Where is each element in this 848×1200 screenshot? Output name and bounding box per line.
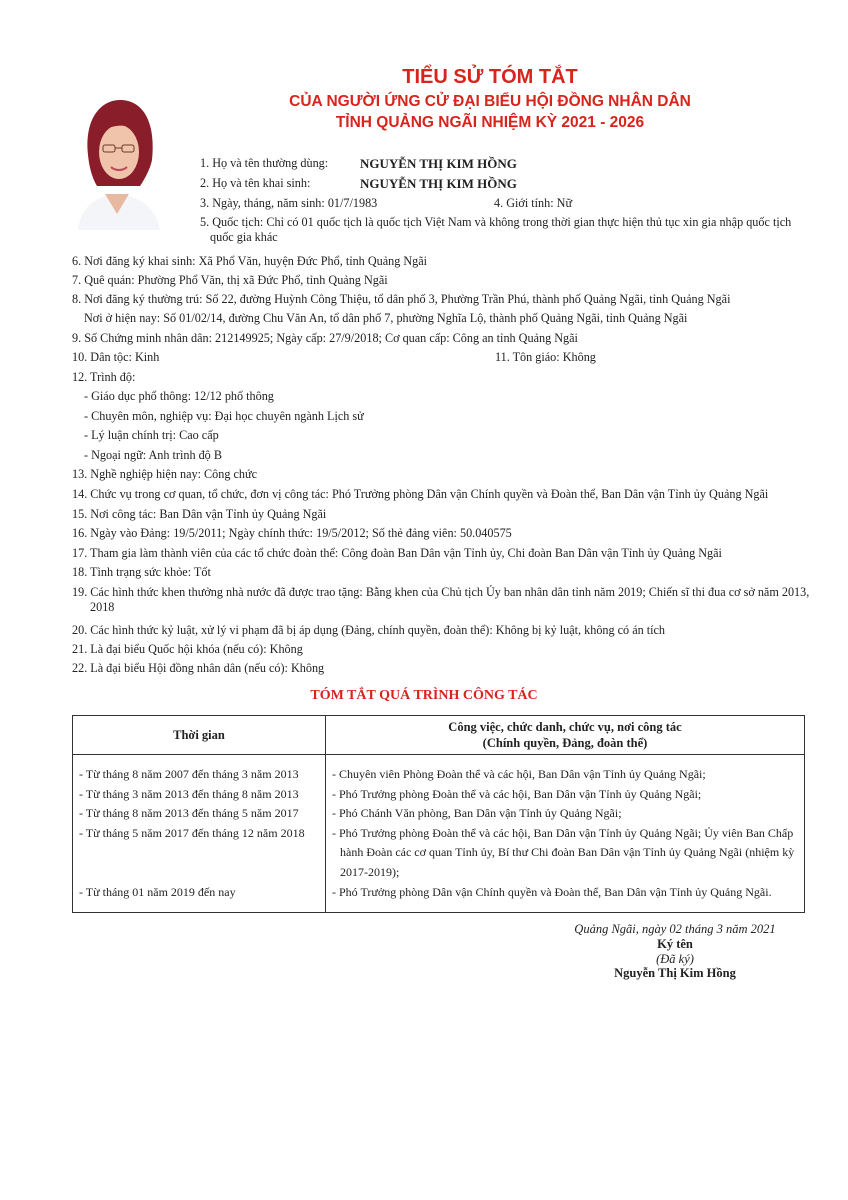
field-awards-text: 19. Các hình thức khen thưởng nhà nước đã được trao tặng: Bằng khen của Chủ tịch Ủy ban nhân dân tỉnh năm 2019; Chiến sĩ thi đua cơ sở năm 2013, 2018 <box>72 585 810 614</box>
field-birth-name-label: 2. Họ và tên khai sinh: <box>200 176 311 190</box>
field-nationality-text: 5. Quốc tịch: Chỉ có 01 quốc tịch là quốc tịch Việt Nam và không trong thời gian thực hiện thủ tục xin gia nhập quốc tịch quốc gia khác <box>200 215 792 244</box>
field-general-education: - Giáo dục phổ thông: 12/12 phổ thông <box>84 389 274 403</box>
field-health: 18. Tình trạng sức khỏe: Tốt <box>72 565 211 579</box>
field-party-membership: 16. Ngày vào Đảng: 19/5/2011; Ngày chính thức: 19/5/2012; Số thẻ đảng viên: 50.040575 <box>72 526 512 540</box>
portrait-photo <box>70 90 165 230</box>
career-job-3: - Phó Chánh Văn phòng, Ban Dân vận Tỉnh ủy Quảng Ngãi; <box>332 806 622 821</box>
field-discipline: 20. Các hình thức kỷ luật, xử lý vi phạm đã bị áp dụng (Đảng, chính quyền, đoàn thể): Không bị kỷ luật, không có án tích <box>72 623 666 637</box>
career-job-1: - Chuyên viên Phòng Đoàn thể và các hội, Ban Dân vận Tỉnh ủy Quảng Ngãi; <box>332 767 706 781</box>
signature-label: Ký tên <box>657 937 693 951</box>
career-table <box>72 715 805 913</box>
career-table-header <box>73 716 805 755</box>
field-permanent-residence: 8. Nơi đăng ký thường trú: Số 22, đường Huỳnh Công Thiệu, tổ dân phố 3, Phường Trần Phú, thành phố Quảng Ngãi, tỉnh Quảng Ngãi <box>72 292 731 306</box>
field-occupation: 13. Nghề nghiệp hiện nay: Công chức <box>72 467 257 481</box>
field-peoples-council: 22. Là đại biểu Hội đồng nhân dân (nếu có): Không <box>72 661 325 675</box>
col-header-time: Thời gian <box>73 716 326 755</box>
field-education-heading: 12. Trình độ: <box>72 370 136 384</box>
field-organizations: 17. Tham gia làm thành viên của các tổ chức đoàn thể: Công đoàn Ban Dân vận Tỉnh ủy, Chi đoàn Ban Dân vận Tỉnh ủy Quảng Ngãi <box>72 546 722 560</box>
career-job-4: - Phó Trưởng phòng Đoàn thể và các hội, Ban Dân vận Tỉnh ủy Quảng Ngãi; Ủy viên Ban Chấp hành Đoàn các cơ quan Tỉnh ủy, Bí thư Chi đoàn Ban Dân vận Tỉnh ủy Quảng Ngãi (nhiệm kỳ 2017-2019); <box>332 825 795 879</box>
career-time-cell <box>73 755 326 913</box>
document-subtitle-1: CỦA NGƯỜI ỨNG CỬ ĐẠI BIỂU HỘI ĐỒNG NHÂN DÂN <box>289 93 691 110</box>
career-time-5: - Từ tháng 01 năm 2019 đến nay <box>79 884 236 899</box>
career-job-2: - Phó Trưởng phòng Đoàn thể và các hội, Ban Dân vận Tỉnh ủy Quảng Ngãi; <box>332 786 702 801</box>
field-common-name-value: NGUYỄN THỊ KIM HỒNG <box>360 156 517 171</box>
field-political-theory: - Lý luận chính trị: Cao cấp <box>84 428 219 442</box>
field-position: 14. Chức vụ trong cơ quan, tổ chức, đơn vị công tác: Phó Trưởng phòng Dân vận Chính quyền và Đoàn thể, Ban Dân vận Tỉnh ủy Quảng Ngãi <box>72 487 769 501</box>
career-time-3: - Từ tháng 8 năm 2013 đến tháng 5 năm 2017 <box>79 806 299 821</box>
field-foreign-language: - Ngoại ngữ: Anh trình độ B <box>84 448 222 462</box>
signature-signed-note: (Đã ký) <box>656 952 694 966</box>
career-time-4: - Từ tháng 5 năm 2017 đến tháng 12 năm 2018 <box>79 825 305 840</box>
field-gender: 4. Giới tính: Nữ <box>494 196 573 210</box>
field-specialty: - Chuyên môn, nghiệp vụ: Đại học chuyên ngành Lịch sử <box>84 409 364 423</box>
field-workplace: 15. Nơi công tác: Ban Dân vận Tỉnh ủy Quảng Ngãi <box>72 507 327 521</box>
field-birth-date: 3. Ngày, tháng, năm sinh: 01/7/1983 <box>200 196 378 210</box>
field-birth-name-value: NGUYỄN THỊ KIM HỒNG <box>360 176 517 191</box>
career-section-title: TÓM TẮT QUÁ TRÌNH CÔNG TÁC <box>310 688 538 703</box>
field-hometown: 7. Quê quán: Phường Phổ Văn, thị xã Đức Phổ, tỉnh Quảng Ngãi <box>72 273 388 287</box>
career-job-5: - Phó Trưởng phòng Dân vận Chính quyền và Đoàn thể, Ban Dân vận Tỉnh ủy Quảng Ngãi. <box>332 884 772 899</box>
col-header-job <box>326 716 805 755</box>
field-common-name-label: 1. Họ và tên thường dùng: <box>200 156 329 170</box>
career-time-2: - Từ tháng 3 năm 2013 đến tháng 8 năm 2013 <box>79 786 299 801</box>
signature-place-date: Quảng Ngãi, ngày 02 tháng 3 năm 2021 <box>574 922 776 936</box>
field-nationality <box>200 215 810 245</box>
col-header-job-line1: Công việc, chức danh, chức vụ, nơi công tác <box>448 720 682 734</box>
career-table-body <box>73 755 805 913</box>
field-awards <box>72 585 810 615</box>
field-religion: 11. Tôn giáo: Không <box>495 350 596 364</box>
career-job-cell <box>326 755 805 913</box>
field-national-assembly: 21. Là đại biểu Quốc hội khóa (nếu có): Không <box>72 642 303 656</box>
field-id-card: 9. Số Chứng minh nhân dân: 212149925; Ngày cấp: 27/9/2018; Cơ quan cấp: Công an tỉnh Quảng Ngãi <box>72 331 578 345</box>
field-birth-registration: 6. Nơi đăng ký khai sinh: Xã Phổ Văn, huyện Đức Phổ, tỉnh Quảng Ngãi <box>72 254 428 268</box>
document-subtitle-2: TỈNH QUẢNG NGÃI NHIỆM KỲ 2021 - 2026 <box>335 114 645 131</box>
col-header-job-line2: (Chính quyền, Đảng, đoàn thể) <box>482 736 648 750</box>
signature-name: Nguyễn Thị Kim Hồng <box>614 966 736 980</box>
field-ethnicity: 10. Dân tộc: Kinh <box>72 350 160 364</box>
field-current-residence: Nơi ở hiện nay: Số 01/02/14, đường Chu Văn An, tổ dân phố 7, phường Nghĩa Lộ, thành phố Quảng Ngãi, tỉnh Quảng Ngãi <box>84 311 688 325</box>
document-title: TIỂU SỬ TÓM TẮT <box>402 66 578 88</box>
career-time-1: - Từ tháng 8 năm 2007 đến tháng 3 năm 2013 <box>79 767 299 781</box>
